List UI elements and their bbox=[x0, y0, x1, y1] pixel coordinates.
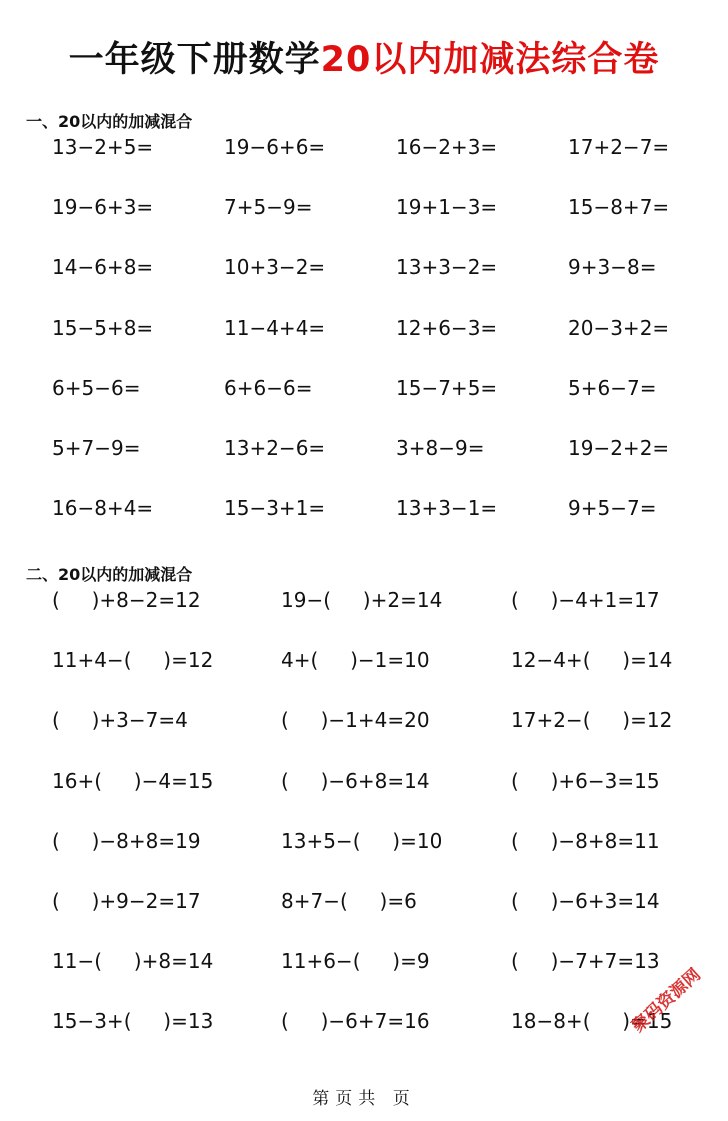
s1-problem: 19+1−3= bbox=[396, 195, 498, 220]
s2-problem: 11+4−( )=12 bbox=[52, 648, 214, 673]
s1-problem: 15−7+5= bbox=[396, 375, 498, 400]
s1-problem: 3+8−9= bbox=[396, 436, 485, 460]
s2-problem: 18−8+( )=15 bbox=[511, 1009, 673, 1034]
s2-problem: ( )−1+4=20 bbox=[281, 708, 430, 733]
s2-row bbox=[0, 705, 728, 735]
s2-row bbox=[0, 585, 728, 615]
s1-problem: 6+6−6= bbox=[224, 375, 313, 400]
section-1-heading: 一、20以内的加减混合 bbox=[26, 112, 193, 131]
s2-row bbox=[0, 766, 728, 796]
s2-problem: ( )−4+1=17 bbox=[511, 588, 660, 612]
s1-problem: 16−8+4= bbox=[52, 496, 154, 521]
s1-row bbox=[0, 433, 728, 463]
s1-problem: 13+2−6= bbox=[224, 436, 326, 460]
s2-problem: ( )−6+3=14 bbox=[511, 889, 660, 913]
page-title bbox=[0, 32, 728, 82]
section-2-heading: 二、20以内的加减混合 bbox=[26, 565, 193, 584]
s1-row bbox=[0, 132, 728, 162]
s1-problem: 5+7−9= bbox=[52, 436, 141, 460]
s1-problem: 13+3−1= bbox=[396, 496, 498, 521]
s2-problem: 4+( )−1=10 bbox=[281, 648, 430, 673]
s2-problem: 15−3+( )=13 bbox=[52, 1009, 214, 1034]
s1-problem: 15−8+7= bbox=[568, 195, 670, 220]
s1-problem: 20−3+2= bbox=[568, 315, 670, 340]
s1-problem: 7+5−9= bbox=[224, 195, 313, 220]
page-footer: 第页共 页 bbox=[312, 1089, 416, 1109]
s1-row bbox=[0, 252, 728, 282]
s2-problem: ( )+6−3=15 bbox=[511, 768, 660, 793]
s1-problem: 15−5+8= bbox=[52, 315, 154, 340]
s2-problem: ( )−8+8=11 bbox=[511, 828, 660, 853]
s2-problem: 19−( )+2=14 bbox=[281, 588, 443, 612]
s1-problem: 19−2+2= bbox=[568, 436, 670, 460]
s1-problem: 19−6+3= bbox=[52, 195, 154, 220]
s2-problem: ( )−8+8=19 bbox=[52, 828, 201, 853]
s1-problem: 17+2−7= bbox=[568, 135, 670, 159]
s1-row bbox=[0, 373, 728, 403]
s1-problem: 5+6−7= bbox=[568, 375, 657, 400]
s1-problem: 6+5−6= bbox=[52, 375, 141, 400]
s2-row bbox=[0, 946, 728, 976]
s2-problem: ( )−6+8=14 bbox=[281, 768, 430, 793]
title-highlight: 20以内加减法综合卷 bbox=[320, 40, 660, 80]
s1-problem: 9+3−8= bbox=[568, 255, 657, 280]
s2-problem: ( )−6+7=16 bbox=[281, 1009, 430, 1034]
s1-problem: 12+6−3= bbox=[396, 315, 498, 340]
s2-problem: 11+6−( )=9 bbox=[281, 949, 430, 974]
s1-problem: 19−6+6= bbox=[224, 135, 326, 159]
s2-problem: 17+2−( )=12 bbox=[511, 708, 673, 733]
s1-problem: 13+3−2= bbox=[396, 255, 498, 280]
s1-problem: 14−6+8= bbox=[52, 255, 154, 280]
s1-problem: 15−3+1= bbox=[224, 496, 326, 521]
s1-problem: 13−2+5= bbox=[52, 135, 154, 159]
s1-problem: 9+5−7= bbox=[568, 496, 657, 521]
s2-problem: 13+5−( )=10 bbox=[281, 828, 443, 853]
title-main: 一年级下册数学 bbox=[68, 40, 321, 80]
s1-problem: 10+3−2= bbox=[224, 255, 326, 280]
s2-row bbox=[0, 826, 728, 856]
s2-problem: 12−4+( )=14 bbox=[511, 648, 673, 673]
s2-row bbox=[0, 645, 728, 675]
s2-row bbox=[0, 886, 728, 916]
s1-problem: 11−4+4= bbox=[224, 315, 326, 340]
s2-problem: 11−( )+8=14 bbox=[52, 949, 214, 974]
s2-problem: ( )+8−2=12 bbox=[52, 588, 201, 612]
s1-problem: 16−2+3= bbox=[396, 135, 498, 159]
s1-row bbox=[0, 192, 728, 222]
s2-problem: ( )+9−2=17 bbox=[52, 889, 201, 913]
s1-row bbox=[0, 313, 728, 343]
s2-problem: 16+( )−4=15 bbox=[52, 768, 214, 793]
s2-problem: ( )+3−7=4 bbox=[52, 708, 188, 733]
s2-problem: 8+7−( )=6 bbox=[281, 889, 417, 913]
s2-problem: ( )−7+7=13 bbox=[511, 949, 660, 974]
watermark: 聚码资源网 bbox=[628, 964, 705, 1037]
s2-row bbox=[0, 1006, 728, 1036]
s1-row bbox=[0, 493, 728, 523]
